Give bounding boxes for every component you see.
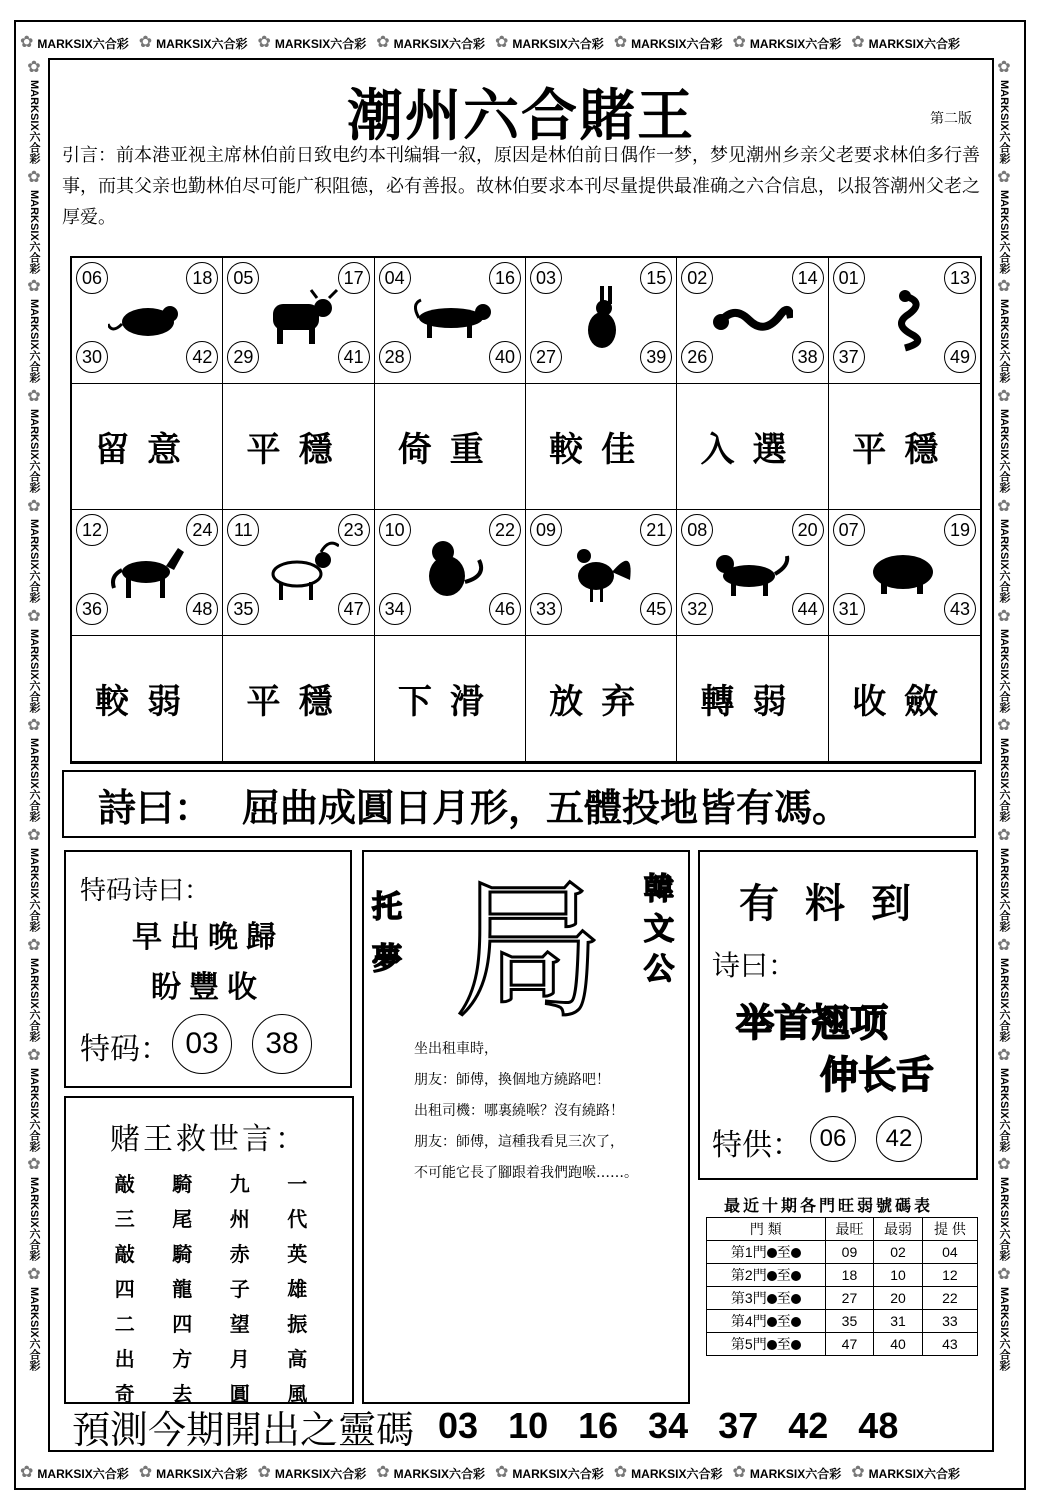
zodiac-word: 下滑 <box>375 636 526 762</box>
zodiac-word: 轉弱 <box>677 636 828 762</box>
border-brand-text: MARKSIX六合彩 <box>998 189 1010 274</box>
door-range: 至 <box>776 1313 791 1329</box>
zodiac-number: 34 <box>379 593 411 625</box>
dialog-line: 不可能它長了腳跟着我們跑喉……。 <box>414 1165 638 1181</box>
zodiac-word: 較弱 <box>72 636 223 762</box>
flower-icon: ✿ <box>997 497 1011 515</box>
saving-words-heading: 赌王救世言： <box>110 1122 308 1157</box>
flower-icon: ✿ <box>997 168 1011 186</box>
border-brand-text: MARKSIX六合彩 <box>998 848 1010 932</box>
flower-icon: ✿ <box>997 827 1011 845</box>
zodiac-number: 02 <box>681 262 713 294</box>
zodiac-number: 17 <box>338 262 370 294</box>
zodiac-number: 29 <box>227 341 259 373</box>
tiger-icon <box>411 284 491 354</box>
saving-word-char: 英 <box>287 1242 308 1266</box>
zodiac-number: 01 <box>833 262 865 294</box>
dream-big-char: 局 <box>454 865 605 1039</box>
border-brand-text: MARKSIX六合彩 <box>998 1067 1010 1152</box>
flower-icon: ✿ <box>27 168 41 186</box>
news-sub: 诗曰： <box>712 949 797 982</box>
zodiac-word: 放弃 <box>526 636 677 762</box>
zodiac-number: 44 <box>792 593 824 625</box>
stats-row <box>707 1333 978 1356</box>
stats-cold: 20 <box>874 1287 923 1310</box>
zodiac-word: 倚重 <box>375 384 526 510</box>
border-brand-text: MARKSIX六合彩 <box>998 409 1010 493</box>
border-brand-text: MARKSIX六合彩 <box>998 299 1010 384</box>
prediction-number: 42 <box>788 1405 829 1446</box>
border-brand-text: MARKSIX六合彩 <box>998 1287 1010 1371</box>
zodiac-cell <box>72 510 223 636</box>
flower-icon: ✿ <box>376 1464 390 1481</box>
news-code-1: 06 <box>810 1116 856 1162</box>
flower-icon: ✿ <box>997 388 1011 406</box>
saving-word-char: 方 <box>172 1347 193 1371</box>
zodiac-number: 31 <box>833 593 865 625</box>
border-brand-text: MARKSIX六合彩 <box>998 518 1010 603</box>
stats-hot: 27 <box>825 1287 874 1310</box>
zodiac-word: 較佳 <box>526 384 677 510</box>
zodiac-number: 16 <box>489 262 521 294</box>
flower-icon: ✿ <box>997 717 1011 735</box>
zodiac-number: 24 <box>186 514 218 546</box>
zodiac-number: 46 <box>489 593 521 625</box>
zodiac-cell <box>677 510 828 636</box>
zodiac-number: 19 <box>944 514 976 546</box>
zodiac-number: 36 <box>76 593 108 625</box>
flower-icon: ✿ <box>257 1464 271 1481</box>
border-brand-text: MARKSIX六合彩 <box>28 738 40 823</box>
stats-header: 門 類 <box>707 1218 826 1241</box>
zodiac-number: 07 <box>833 514 865 546</box>
news-poem-2: 伸长舌 <box>820 1053 935 1097</box>
monkey-icon <box>411 536 491 606</box>
saving-word-char: 去 <box>172 1382 193 1406</box>
zodiac-number: 21 <box>640 514 672 546</box>
poem-label: 詩曰： <box>98 785 213 830</box>
zodiac-cell <box>375 510 526 636</box>
door-label: 第1門 <box>730 1244 767 1260</box>
saving-word-char: 騎 <box>172 1242 193 1266</box>
zodiac-animal-row <box>72 510 980 636</box>
zodiac-number: 37 <box>833 341 865 373</box>
saving-words-box <box>64 1096 354 1404</box>
page-title: 潮州六合賭王 <box>347 83 695 149</box>
stats-row <box>707 1310 978 1333</box>
ball-icon <box>767 1294 777 1304</box>
flower-icon: ✿ <box>138 34 153 51</box>
saving-word-char: 二 <box>114 1312 135 1336</box>
zodiac-cell <box>526 258 677 384</box>
special-poem-line1: 早出晚歸 <box>132 920 284 955</box>
stats-table <box>706 1217 978 1356</box>
prediction-number: 37 <box>718 1405 759 1446</box>
door-range: 至 <box>776 1244 791 1260</box>
door-label: 第2門 <box>730 1267 767 1283</box>
special-poem-box <box>64 850 352 1088</box>
stats-door <box>707 1264 826 1287</box>
zodiac-number: 12 <box>76 514 108 546</box>
zodiac-cell <box>829 510 980 636</box>
border-brand-text: MARKSIX六合彩 <box>749 1466 842 1481</box>
zodiac-number: 11 <box>227 514 259 546</box>
edition-label: 第二版 <box>930 111 972 127</box>
flower-icon: ✿ <box>997 60 1011 76</box>
horse-icon <box>108 536 188 606</box>
door-label: 第3門 <box>730 1290 767 1306</box>
flower-icon: ✿ <box>613 1464 628 1481</box>
zodiac-word: 平穩 <box>829 384 980 510</box>
border-brand-text: MARKSIX六合彩 <box>28 80 40 164</box>
zodiac-number: 27 <box>530 341 562 373</box>
prediction-number: 16 <box>578 1405 619 1446</box>
stats-row <box>707 1241 978 1264</box>
border-strip-top <box>20 28 1020 58</box>
border-brand-text: MARKSIX六合彩 <box>28 299 40 384</box>
border-strip-right <box>992 60 1016 1450</box>
border-strip-bottom <box>20 1458 1020 1488</box>
border-brand-text: MARKSIX六合彩 <box>28 189 40 274</box>
special-poem-heading: 特码诗曰： <box>80 876 211 906</box>
stats-row <box>707 1287 978 1310</box>
saving-word-char: 高 <box>287 1347 308 1371</box>
stats-cold: 10 <box>874 1264 923 1287</box>
flower-icon: ✿ <box>27 278 41 296</box>
zodiac-number: 18 <box>186 262 218 294</box>
border-brand-text: MARKSIX六合彩 <box>998 80 1010 164</box>
zodiac-cell <box>526 510 677 636</box>
dream-dialog <box>414 1034 684 1189</box>
zodiac-number: 28 <box>379 341 411 373</box>
border-brand-text: MARKSIX六合彩 <box>393 1466 485 1481</box>
zodiac-number: 14 <box>792 262 824 294</box>
dialog-line: 朋友：師傅，這種我看見三次了， <box>414 1134 624 1150</box>
stats-header: 提 供 <box>922 1218 977 1241</box>
saving-word-char: 一 <box>287 1172 308 1196</box>
zodiac-grid <box>70 256 982 764</box>
door-range: 至 <box>776 1336 791 1352</box>
border-brand-text: MARKSIX六合彩 <box>28 848 40 932</box>
zodiac-number: 45 <box>640 593 672 625</box>
prediction-number: 34 <box>648 1405 689 1446</box>
zodiac-cell <box>829 258 980 384</box>
prediction-numbers <box>438 1405 898 1447</box>
border-brand-text: MARKSIX六合彩 <box>28 518 40 603</box>
stats-row <box>707 1264 978 1287</box>
poem-banner <box>62 770 976 838</box>
border-brand-text: MARKSIX六合彩 <box>998 628 1010 713</box>
prediction-label: 預測今期開出之靈碼 <box>72 1407 415 1452</box>
border-brand-text: MARKSIX六合彩 <box>512 1466 604 1481</box>
saving-word-char: 赤 <box>229 1242 250 1266</box>
dialog-line: 坐出租車時， <box>414 1041 498 1057</box>
stats-hot: 18 <box>825 1264 874 1287</box>
flower-icon: ✿ <box>613 34 628 51</box>
zodiac-number: 13 <box>944 262 976 294</box>
ox-icon <box>259 284 339 354</box>
zodiac-number: 04 <box>379 262 411 294</box>
border-brand-text: MARKSIX六合彩 <box>512 36 604 51</box>
dream-right-text: 韓文公 <box>644 872 674 987</box>
saving-word-char: 九 <box>229 1172 250 1196</box>
zodiac-cell <box>677 258 828 384</box>
zodiac-number: 35 <box>227 593 259 625</box>
zodiac-cell <box>72 258 223 384</box>
door-label: 第5門 <box>730 1336 767 1352</box>
saving-word-char: 出 <box>114 1347 135 1371</box>
rabbit-icon <box>562 284 642 354</box>
border-brand-text: MARKSIX六合彩 <box>28 957 40 1042</box>
zodiac-number: 22 <box>489 514 521 546</box>
saving-word-char: 龍 <box>172 1277 193 1301</box>
rooster-icon <box>562 536 642 606</box>
dialog-line: 出租司機：哪裏繞喉？沒有繞路！ <box>414 1103 624 1119</box>
flower-icon: ✿ <box>997 1266 1011 1284</box>
zodiac-number: 49 <box>944 341 976 373</box>
saving-word-char: 代 <box>287 1207 308 1231</box>
ball-icon <box>791 1294 801 1304</box>
saving-word-char: 三 <box>114 1207 135 1231</box>
saving-word-char: 敲 <box>114 1242 135 1266</box>
border-brand-text: MARKSIX六合彩 <box>28 1287 40 1371</box>
zodiac-cell <box>375 258 526 384</box>
saving-word-char: 月 <box>229 1347 250 1371</box>
saving-word-char: 雄 <box>287 1277 308 1301</box>
snake-icon <box>865 284 945 354</box>
stats-offer: 43 <box>922 1333 977 1356</box>
zodiac-word: 平穩 <box>223 636 374 762</box>
prediction-number: 03 <box>438 1405 479 1446</box>
flower-icon: ✿ <box>27 717 41 735</box>
special-poem-line2: 盼豐收 <box>151 970 265 1005</box>
dog-icon <box>713 536 793 606</box>
saving-word-char: 尾 <box>172 1207 193 1231</box>
special-code-2: 38 <box>252 1014 312 1074</box>
zodiac-number: 41 <box>338 341 370 373</box>
border-brand-text: MARKSIX六合彩 <box>631 36 723 51</box>
saving-word-char: 圓 <box>229 1382 250 1406</box>
flower-icon: ✿ <box>851 1464 865 1481</box>
stats-offer: 12 <box>922 1264 977 1287</box>
dream-box <box>362 850 690 1404</box>
stats-door <box>707 1241 826 1264</box>
zodiac-number: 20 <box>792 514 824 546</box>
zodiac-cell <box>223 258 374 384</box>
rat-icon <box>108 284 188 354</box>
border-brand-text: MARKSIX六合彩 <box>868 1466 960 1481</box>
zodiac-number: 30 <box>76 341 108 373</box>
stats-header: 最旺 <box>825 1218 874 1241</box>
special-code-1: 03 <box>172 1014 232 1074</box>
stats-cold: 31 <box>874 1310 923 1333</box>
flower-icon: ✿ <box>20 1464 34 1481</box>
prediction-bar <box>72 1404 982 1452</box>
flower-icon: ✿ <box>27 936 41 954</box>
stats-offer: 33 <box>922 1310 977 1333</box>
flower-icon: ✿ <box>257 34 271 51</box>
flower-icon: ✿ <box>732 34 746 51</box>
saving-word-char: 望 <box>229 1312 250 1336</box>
border-brand-text: MARKSIX六合彩 <box>274 36 367 51</box>
flower-icon: ✿ <box>495 1464 509 1481</box>
door-range: 至 <box>776 1290 791 1306</box>
border-brand-text: MARKSIX六合彩 <box>868 36 960 51</box>
door-label: 第4門 <box>730 1313 767 1329</box>
border-brand-text: MARKSIX六合彩 <box>37 1466 129 1481</box>
zodiac-number: 40 <box>489 341 521 373</box>
ball-icon <box>767 1248 777 1258</box>
saving-word-char: 四 <box>114 1277 135 1301</box>
border-brand-text: MARKSIX六合彩 <box>37 36 129 51</box>
dragon-icon <box>713 284 793 354</box>
zodiac-animal-row <box>72 258 980 384</box>
flower-icon: ✿ <box>27 1156 41 1174</box>
zodiac-word: 留意 <box>72 384 223 510</box>
flower-icon: ✿ <box>27 388 41 406</box>
flower-icon: ✿ <box>27 497 41 515</box>
zodiac-number: 42 <box>186 341 218 373</box>
flower-icon: ✿ <box>376 34 390 51</box>
flower-icon: ✿ <box>138 1464 153 1481</box>
stats-door <box>707 1310 826 1333</box>
saving-word-char: 子 <box>229 1277 250 1301</box>
dream-left-text: 托夢 <box>372 890 402 977</box>
zodiac-word: 收斂 <box>829 636 980 762</box>
dialog-line: 朋友：師傅，換個地方繞路吧！ <box>414 1072 610 1088</box>
saving-word-char: 敲 <box>114 1172 135 1196</box>
stats-cold: 40 <box>874 1333 923 1356</box>
border-brand-text: MARKSIX六合彩 <box>156 36 248 51</box>
border-brand-text: MARKSIX六合彩 <box>998 957 1010 1042</box>
zodiac-number: 26 <box>681 341 713 373</box>
ball-icon <box>791 1340 801 1350</box>
poem-text: 屈曲成圓日月形，五體投地皆有馮。 <box>242 785 851 830</box>
zodiac-number: 10 <box>379 514 411 546</box>
stats-offer: 22 <box>922 1287 977 1310</box>
flower-icon: ✿ <box>997 278 1011 296</box>
flower-icon: ✿ <box>851 34 865 51</box>
zodiac-word: 平穩 <box>223 384 374 510</box>
border-brand-text: MARKSIX六合彩 <box>998 1177 1010 1262</box>
zodiac-word-row <box>72 384 980 510</box>
border-strip-left <box>22 60 46 1450</box>
border-brand-text: MARKSIX六合彩 <box>393 36 485 51</box>
zodiac-number: 03 <box>530 262 562 294</box>
prediction-number: 48 <box>858 1405 899 1446</box>
stats-door <box>707 1333 826 1356</box>
flower-icon: ✿ <box>27 1266 41 1284</box>
news-code-2: 42 <box>876 1116 922 1162</box>
zodiac-number: 43 <box>944 593 976 625</box>
zodiac-number: 32 <box>681 593 713 625</box>
zodiac-number: 06 <box>76 262 108 294</box>
stats-hot: 09 <box>825 1241 874 1264</box>
news-box <box>698 850 978 1180</box>
flower-icon: ✿ <box>997 607 1011 625</box>
stats-offer: 04 <box>922 1241 977 1264</box>
news-heading: 有料到 <box>739 881 937 927</box>
saving-word-char: 振 <box>287 1312 308 1336</box>
goat-icon <box>259 536 339 606</box>
zodiac-cell <box>223 510 374 636</box>
ball-icon <box>767 1271 777 1281</box>
border-brand-text: MARKSIX六合彩 <box>28 409 40 493</box>
zodiac-number: 05 <box>227 262 259 294</box>
stats-door <box>707 1287 826 1310</box>
saving-word-char: 州 <box>229 1207 250 1231</box>
zodiac-number: 09 <box>530 514 562 546</box>
border-brand-text: MARKSIX六合彩 <box>631 1466 723 1481</box>
stats-hot: 47 <box>825 1333 874 1356</box>
pig-icon <box>865 536 945 606</box>
news-poem-1: 举首翘项 <box>736 1001 889 1045</box>
door-range: 至 <box>776 1267 791 1283</box>
border-brand-text: MARKSIX六合彩 <box>998 738 1010 823</box>
saving-words-grid <box>96 1168 326 1407</box>
flower-icon: ✿ <box>27 827 41 845</box>
saving-word-char: 奇 <box>114 1382 135 1406</box>
flower-icon: ✿ <box>997 1156 1011 1174</box>
saving-word-char: 風 <box>287 1382 308 1406</box>
zodiac-number: 23 <box>338 514 370 546</box>
zodiac-number: 38 <box>792 341 824 373</box>
flower-icon: ✿ <box>997 1046 1011 1064</box>
main-frame <box>48 58 994 1452</box>
ball-icon <box>767 1340 777 1350</box>
zodiac-word: 入選 <box>677 384 828 510</box>
border-brand-text: MARKSIX六合彩 <box>28 1177 40 1262</box>
saving-word-char: 騎 <box>172 1172 193 1196</box>
ball-icon <box>791 1271 801 1281</box>
flower-icon: ✿ <box>732 1464 746 1481</box>
stats-header-row <box>707 1218 978 1241</box>
zodiac-number: 48 <box>186 593 218 625</box>
news-special-label: 特供： <box>712 1128 802 1163</box>
border-brand-text: MARKSIX六合彩 <box>28 628 40 713</box>
border-brand-text: MARKSIX六合彩 <box>749 36 842 51</box>
zodiac-number: 08 <box>681 514 713 546</box>
ball-icon <box>791 1248 801 1258</box>
ball-icon <box>791 1317 801 1327</box>
zodiac-number: 33 <box>530 593 562 625</box>
zodiac-number: 15 <box>640 262 672 294</box>
saving-word-char: 四 <box>172 1312 193 1336</box>
stats-header: 最弱 <box>874 1218 923 1241</box>
flower-icon: ✿ <box>27 607 41 625</box>
border-brand-text: MARKSIX六合彩 <box>156 1466 248 1481</box>
flower-icon: ✿ <box>997 936 1011 954</box>
zodiac-number: 39 <box>640 341 672 373</box>
prediction-number: 10 <box>508 1405 549 1446</box>
intro-text: 引言：前本港亚视主席林伯前日致电约本刊编辑一叙，原因是林伯前日偶作一梦，梦见潮州乡亲父老要求林伯多行善事，而其父亲也勤林伯尽可能广积阻德，必有善报。故林伯要求本刊尽量提供最准确之六合信息，以报答潮州父老之厚爱。 <box>62 145 980 228</box>
stats-title: 最近十期各門旺弱號碼表 <box>724 1196 934 1215</box>
zodiac-number: 47 <box>338 593 370 625</box>
stats-cold: 02 <box>874 1241 923 1264</box>
flower-icon: ✿ <box>495 34 509 51</box>
ball-icon <box>767 1317 777 1327</box>
special-code-label: 特码： <box>80 1032 170 1067</box>
flower-icon: ✿ <box>27 60 41 76</box>
stats-hot: 35 <box>825 1310 874 1333</box>
flower-icon: ✿ <box>20 34 34 51</box>
zodiac-word-row <box>72 636 980 762</box>
flower-icon: ✿ <box>27 1046 41 1064</box>
border-brand-text: MARKSIX六合彩 <box>274 1466 367 1481</box>
border-brand-text: MARKSIX六合彩 <box>28 1067 40 1152</box>
